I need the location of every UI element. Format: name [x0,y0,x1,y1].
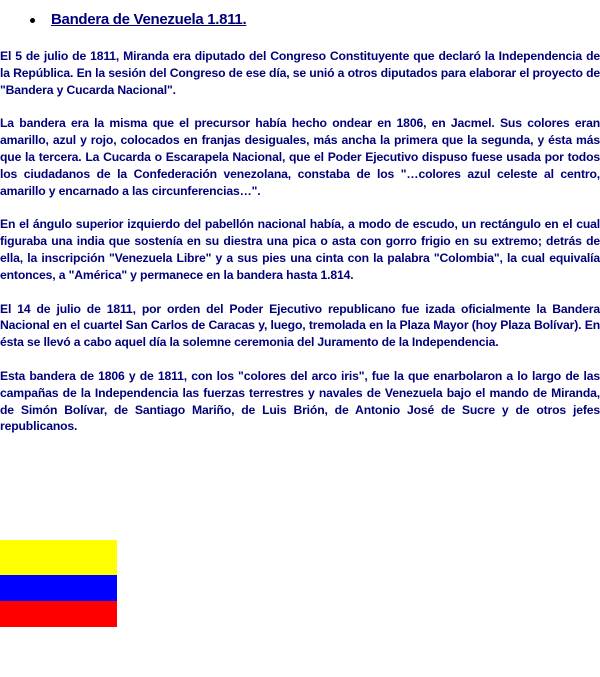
paragraph-3: En el ángulo superior izquierdo del pabellón nacional había, a modo de escudo, un rectángulo en el cual figuraba una india que sostenía en su diestra una pica o asta con gorro frigio en su extremo; detrás de ella, la inscripción "Venezuela Libre" y a sus pies una cinta con la palabra "Colombia", la cual equivalía entonces, a "América" y permanece en la bandera hasta 1.814. [0,217,600,282]
paragraph-2: La bandera era la misma que el precursor había hecho ondear en 1806, en Jacmel. Sus colores eran amarillo, azul y rojo, colocados en franjas desiguales, más ancha la primera que la segunda, y ésta más que la tercera. La Cucarda o Escarapela Nacional, que el Poder Ejecutivo dispuso fuese usada por todos los ciudadanos de la Confederación venezolana, constaba de los "…colores azul celeste al centro, amarillo y encarnado a las circunferencias…". [0,116,600,198]
flag-stripe-red [0,601,117,627]
venezuela-flag-1811-image [0,540,117,627]
bullet-icon [30,18,35,23]
heading-list-item [0,10,600,30]
paragraph-5: Esta bandera de 1806 y de 1811, con los "colores del arco iris", fue la que enarbolaron a lo largo de las campañas de la Independencia las fuerzas terrestres y navales de Venezuela bajo el mando de Miranda, de Simón Bolívar, de Santiago Mariño, de Luis Brión, de Antonio José de Sucre y de otros jefes republicanos. [0,368,600,434]
article-body [0,48,600,452]
flag-stripe-blue [0,575,117,601]
page-title: Bandera de Venezuela 1.811. [51,11,247,28]
heading-list [0,10,600,30]
paragraph-4: El 14 de julio de 1811, por orden del Poder Ejecutivo republicano fue izada oficialmente la Bandera Nacional en el cuartel San Carlos de Caracas y, luego, tremolada en la Plaza Mayor (hoy Plaza Bolívar). En ésta se llevó a cabo aquel día la solemne ceremonia del Juramento de la Independencia. [0,301,600,350]
paragraph-1: El 5 de julio de 1811, Miranda era diputado del Congreso Constituyente que declaró la Independencia de la República. En la sesión del Congreso de ese día, se unió a otros diputados para elaborar el proyecto de "Bandera y Cucarda Nacional". [0,49,600,97]
flag-stripe-yellow [0,540,117,575]
